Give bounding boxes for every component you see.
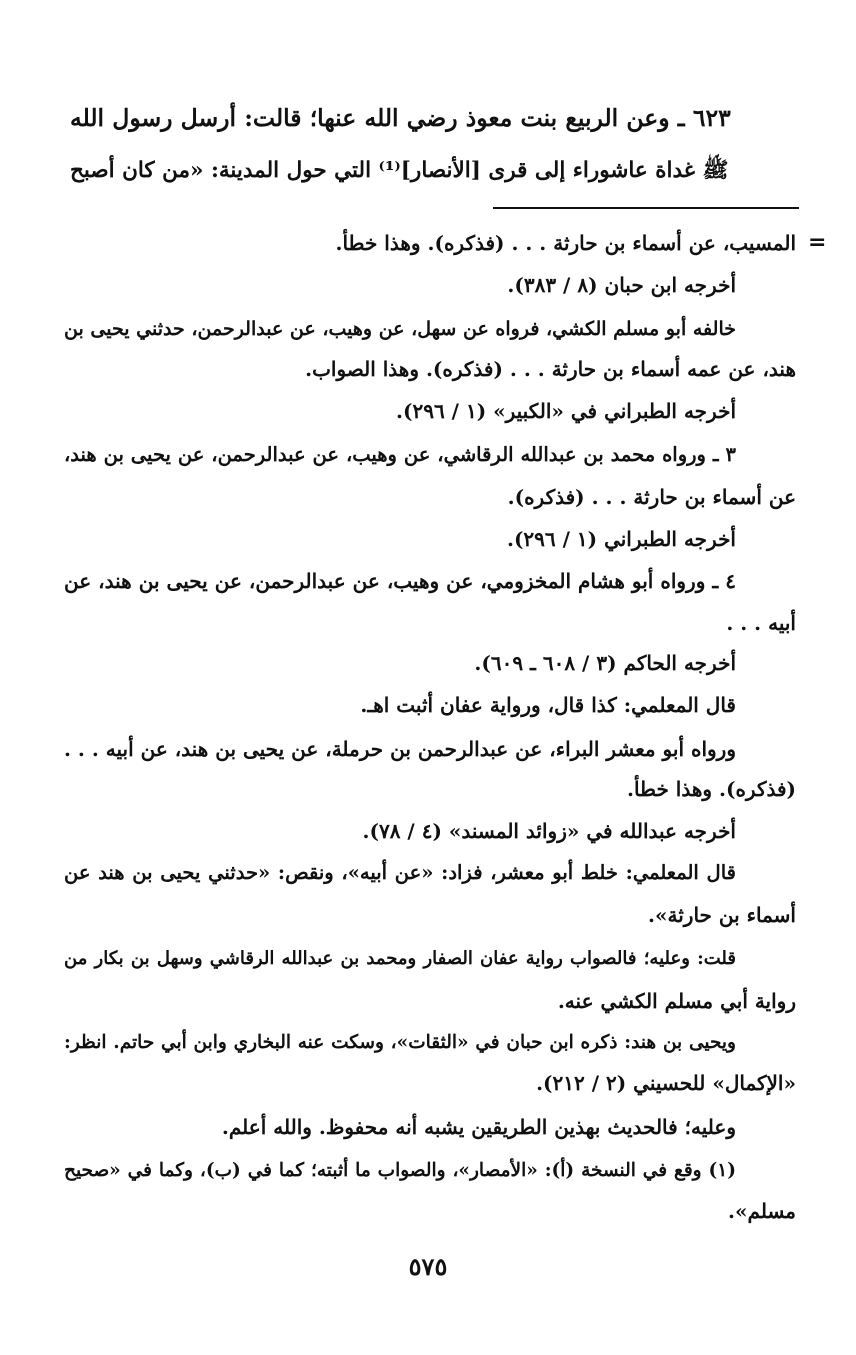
footnote-line: ورواه أبو معشر البراء، عن عبدالرحمن بن حرملة، عن يحيى بن هند، عن أبيه . . . (64, 737, 736, 761)
footnote-line: أخرجه الطبراني (١ / ٢٩٦). (506, 527, 736, 551)
footnote-line: أخرجه ابن حبان (٨ / ٣٨٣). (507, 273, 736, 297)
footnote-line: ويحيى بن هند: ذكره ابن حبان في «الثقات»، وسكت عنه البخاري وابن أبي حاتم. انظر: (64, 1032, 736, 1053)
footnote-line: عن أسماء بن حارثة . . . (فذكره). (507, 485, 796, 509)
footnote-line: هند، عن عمه أسماء بن حارثة . . . (فذكره). وهذا الصواب. (305, 357, 796, 381)
footnote-line: قلت: وعليه؛ فالصواب رواية عفان الصفار ومحمد بن عبدالله الرقاشي وسهل بن بكار من (64, 948, 736, 969)
footnote-line: قال المعلمي: كذا قال، ورواية عفان أثبت اهـ. (360, 693, 736, 717)
footnote-line: أخرجه الطبراني في «الكبير» (١ / ٢٩٦). (396, 399, 736, 423)
footnote-line: أخرجه الحاكم (٣ / ٦٠٨ ـ ٦٠٩). (474, 651, 736, 675)
footnote-line: قال المعلمي: خلط أبو معشر، فزاد: «عن أبيه»، ونقص: «حدثني يحيى بن هند عن (64, 861, 736, 884)
footnote-line: (١) وقع في النسخة (أ): «الأمصار»، والصواب ما أثبته؛ كما في (ب)، وكما في «صحيح (64, 1160, 736, 1181)
footnote-line: ٣ ـ ورواه محمد بن عبدالله الرقاشي، عن وهيب، عن عبدالرحمن، عن يحيى بن هند، (64, 443, 736, 466)
footnote-separator (493, 207, 799, 209)
footnote-line: مسلم». (728, 1199, 796, 1223)
footnote-line: وعليه؛ فالحديث بهذين الطريقين يشبه أنه محفوظ. والله أعلم. (221, 1115, 736, 1139)
footnote-line: أبيه . . . (726, 611, 796, 635)
hadith-line-1: ٦٢٣ ـ وعن الربيع بنت معوذ رضي الله عنها؛ قالت: أرسل رسول الله (70, 104, 731, 132)
page-number: ٥٧٥ (408, 1252, 448, 1281)
footnote-line: أسماء بن حارثة». (648, 903, 796, 927)
footnote-line: خالفه أبو مسلم الكشي، فرواه عن سهل، عن وهيب، عن عبدالرحمن، حدثني يحيى بن (64, 318, 736, 340)
footnote-line: رواية أبي مسلم الكشي عنه. (557, 989, 796, 1013)
footnote-line: «الإكمال» للحسيني (٢ / ٢١٢). (536, 1071, 796, 1095)
footnote-line: (فذكره). وهذا خطأ. (627, 777, 796, 801)
footnote-line: أخرجه عبدالله في «زوائد المسند» (٤ / ٧٨). (362, 819, 736, 843)
continuation-mark: = (808, 230, 827, 255)
footnote-line: المسيب، عن أسماء بن حارثة . . . (فذكره). وهذا خطأ. (335, 231, 796, 255)
hadith-line-2: ﷺ غداة عاشوراء إلى قرى [الأنصار]⁽¹⁾ التي حول المدينة: «من كان أصبح (70, 158, 729, 183)
footnote-line: ٤ ـ ورواه أبو هشام المخزومي، عن وهيب، عن عبدالرحمن، عن يحيى بن هند، عن (64, 569, 736, 593)
